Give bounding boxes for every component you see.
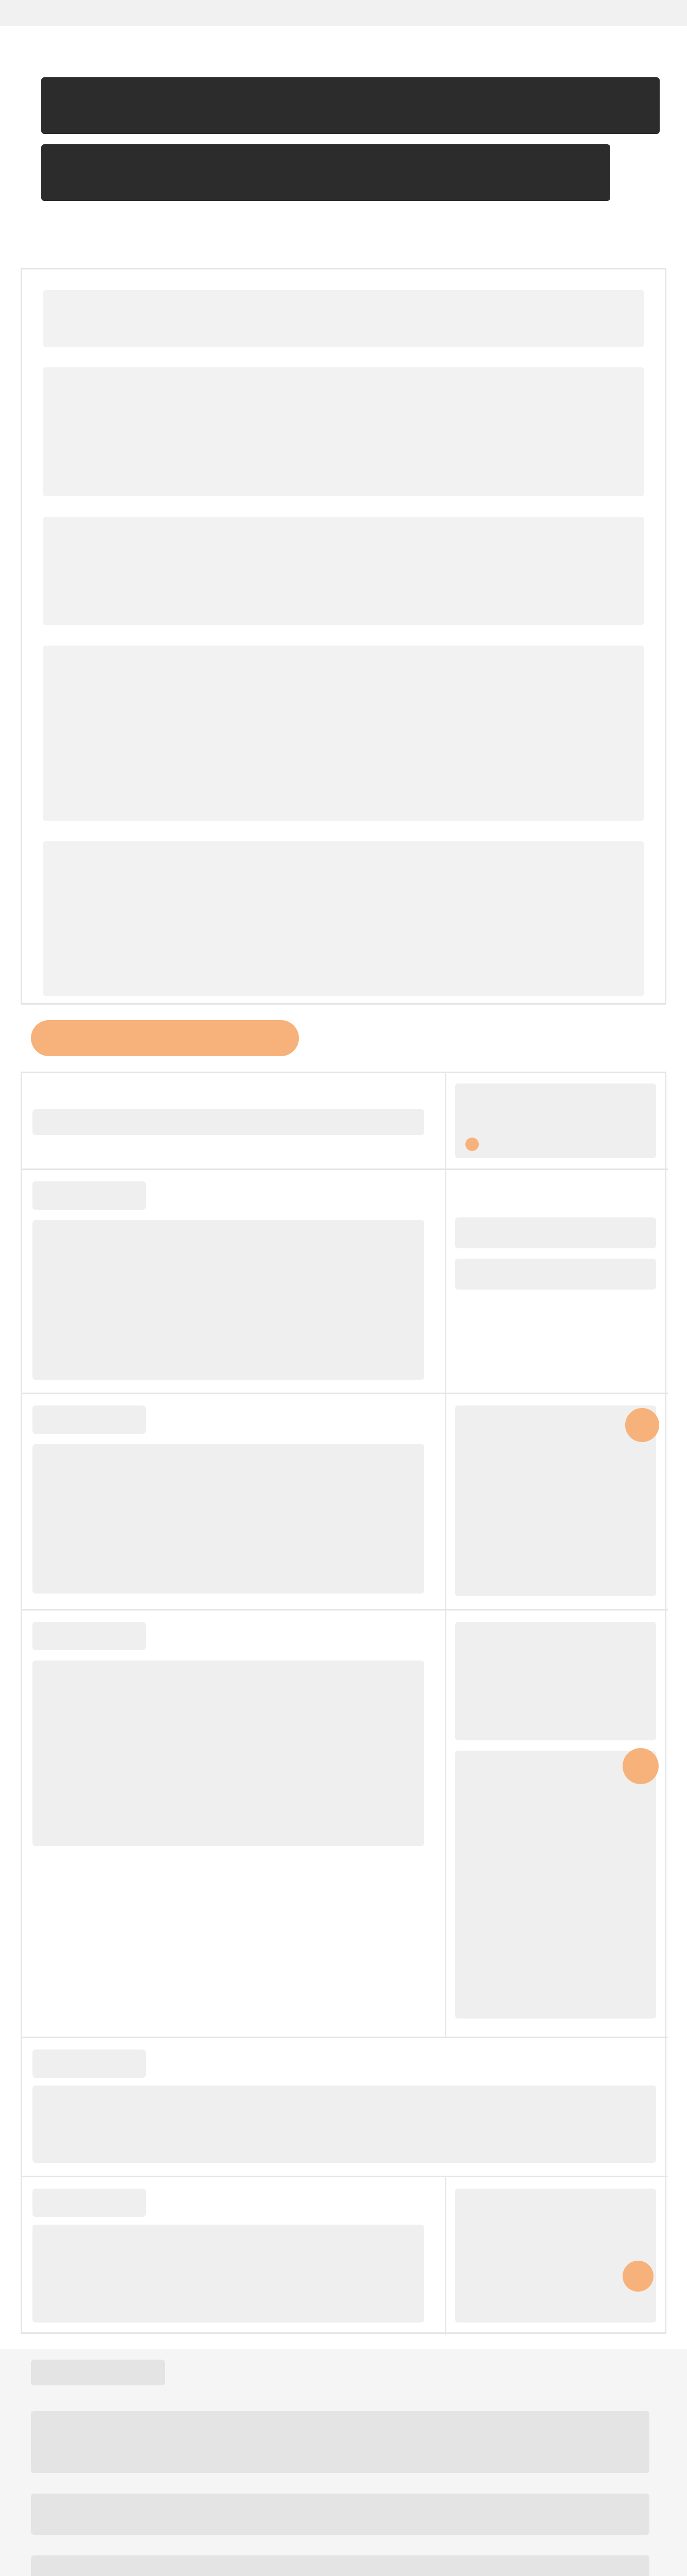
- legend-row: [22, 1073, 668, 1170]
- legend-left: [22, 1073, 446, 1168]
- row-right: [445, 1609, 668, 2037]
- row-placeholder: [32, 1405, 146, 1434]
- row-bubble: [623, 1748, 659, 1784]
- timeline-row: [22, 2176, 668, 2335]
- legend-placeholder: [32, 1109, 424, 1135]
- row-placeholder: [32, 1181, 146, 1210]
- row-left: [22, 1393, 446, 1609]
- timeline-row: [22, 1168, 668, 1394]
- row-placeholder: [32, 1622, 146, 1650]
- top-bar: [0, 0, 687, 26]
- legend-bubble: [465, 1138, 479, 1151]
- row-placeholder: [32, 1444, 424, 1594]
- row-placeholder: [455, 1259, 656, 1290]
- title-block: [41, 77, 660, 206]
- row-placeholder: [32, 2189, 146, 2217]
- section-banner: [31, 1020, 299, 1056]
- row-left: [22, 2176, 446, 2335]
- row-placeholder: [455, 1751, 656, 2019]
- intro-paragraph-placeholder: [43, 841, 644, 996]
- row-left: [22, 2037, 668, 2176]
- page-top: [0, 0, 687, 242]
- row-right: [445, 1393, 668, 1609]
- intro-box: [21, 268, 666, 1005]
- row-left: [22, 1609, 446, 2037]
- row-placeholder: [32, 1220, 424, 1380]
- intro-paragraph-placeholder: [43, 646, 644, 821]
- row-placeholder: [455, 1217, 656, 1248]
- footer-placeholder: [31, 2411, 649, 2473]
- intro-paragraph-placeholder: [43, 290, 644, 347]
- footer: [0, 2349, 687, 2576]
- row-placeholder: [455, 1622, 656, 1740]
- row-bubble: [625, 1408, 659, 1442]
- legend-right: [445, 1073, 668, 1168]
- row-placeholder: [32, 2086, 656, 2163]
- footer-placeholder: [31, 2555, 649, 2576]
- intro-paragraph-placeholder: [43, 517, 644, 625]
- timeline-row: [22, 2037, 668, 2177]
- row-placeholder: [455, 2189, 656, 2323]
- title-line-1-placeholder: [41, 77, 660, 134]
- timeline-grid: [21, 1072, 666, 2334]
- row-right: [445, 2176, 668, 2335]
- row-placeholder: [32, 1660, 424, 1846]
- timeline-row: [22, 1393, 668, 1611]
- footer-placeholder: [31, 2494, 649, 2535]
- timeline-row: [22, 1609, 668, 2038]
- legend-placeholder: [455, 1083, 656, 1158]
- footer-placeholder: [31, 2360, 165, 2385]
- title-line-2-placeholder: [41, 144, 610, 201]
- row-placeholder: [455, 1405, 656, 1596]
- row-placeholder: [32, 2225, 424, 2323]
- row-bubble: [623, 2261, 654, 2292]
- row-right: [445, 1168, 668, 1393]
- row-placeholder: [32, 2049, 146, 2078]
- intro-paragraph-placeholder: [43, 367, 644, 496]
- row-left: [22, 1168, 446, 1393]
